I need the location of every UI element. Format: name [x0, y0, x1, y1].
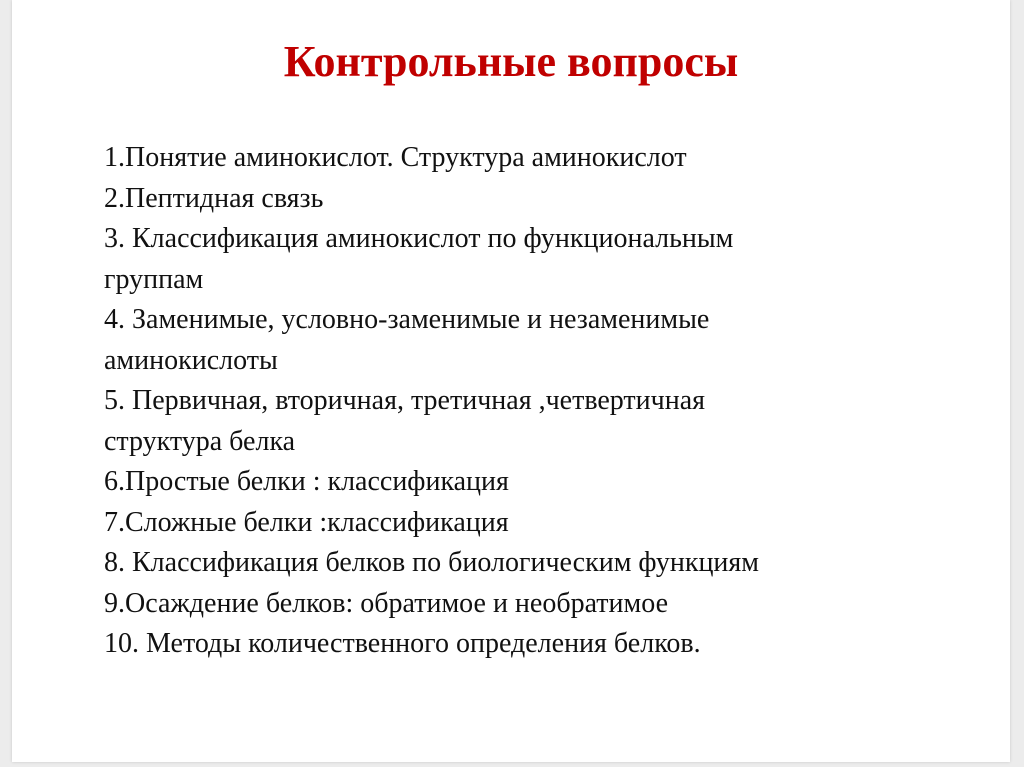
- question-line: 1.Понятие аминокислот. Структура аминокислот: [104, 142, 687, 173]
- question-line: 2.Пептидная связь: [104, 182, 324, 214]
- question-line: группам: [104, 263, 204, 295]
- slide: [12, 0, 1010, 762]
- question-line: 10. Методы количественного определения белков.: [104, 628, 701, 659]
- question-line: 9.Осаждение белков: обратимое и необратимое: [104, 587, 669, 619]
- question-list: [104, 138, 984, 665]
- question-line: 5. Первичная, вторичная, третичная ,четвертичная: [104, 385, 706, 416]
- question-line: 7.Сложные белки :классификация: [104, 506, 509, 538]
- question-line: 6.Простые белки : классификация: [104, 466, 509, 497]
- question-line: структура белка: [104, 425, 296, 457]
- slide-title: Контрольные вопросы: [283, 37, 739, 86]
- question-line: 4. Заменимые, условно-заменимые и незаменимые: [104, 304, 710, 335]
- question-line: 3. Классификация аминокислот по функциональным: [104, 223, 734, 254]
- question-line: 8. Классификация белков по биологическим функциям: [104, 547, 760, 578]
- question-line: аминокислоты: [104, 344, 278, 376]
